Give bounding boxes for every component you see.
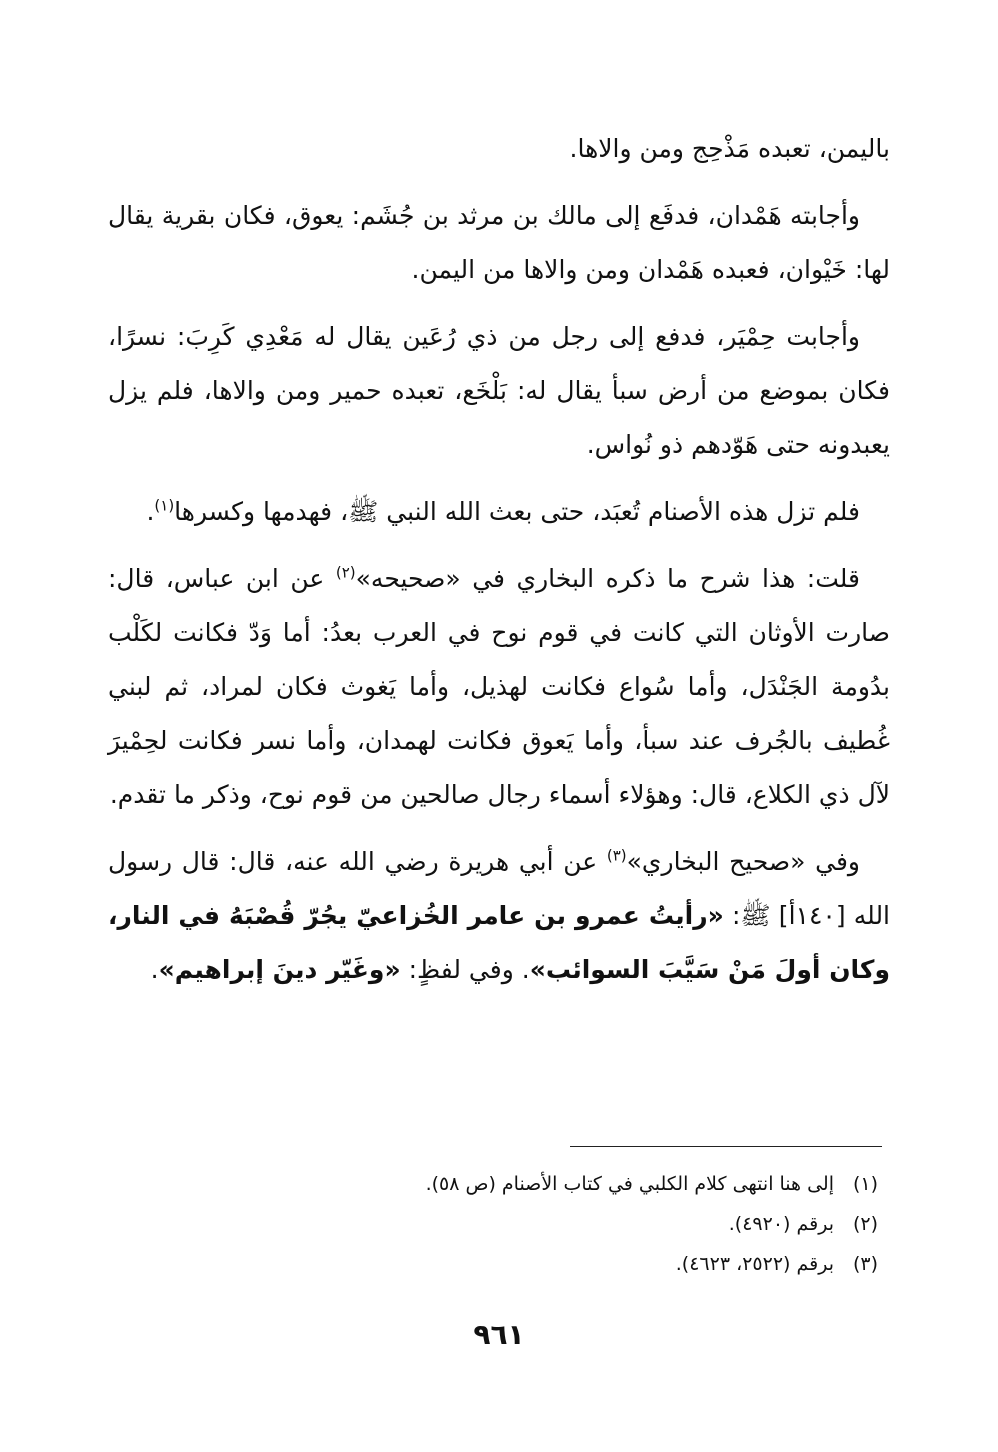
paragraph-text: قلت: هذا شرح ما ذكره البخاري في «صحيحه» xyxy=(355,564,860,593)
footnote-3 xyxy=(108,1244,878,1284)
footnote-number: (٣) xyxy=(852,1253,878,1275)
paragraph-text-end: عن ابن عباس، قال: صارت الأوثان التي كانت في قوم نوح في العرب بعدُ: أما وَدّ فكانت لكَلْب بدُومة الجَنْدَل، وأما سُواع فكانت لهذيل، وأما يَغوث فكان لمراد، ثم لبني غُطيف بالجُرف عند سبأ، وأما يَعوق فكانت لهمدان، وأما نسر فكانت لحِمْيرَ لآل ذي الكلاع، قال: وهؤلاء أسماء رجال صالحين من قوم نوح، وذكر ما تقدم. xyxy=(108,564,890,809)
footnote-text: إلى هنا انتهى كلام الكلبي في كتاب الأصنام (ص ٥٨). xyxy=(425,1173,834,1195)
paragraph-text-tail: . وفي لفظٍ: xyxy=(400,955,530,984)
footnote-divider xyxy=(570,1146,882,1147)
paragraph-text: باليمن، تعبده مَذْحِج ومن والاها. xyxy=(569,134,890,163)
paragraph-text: فلم تزل هذه الأصنام تُعبَد، حتى بعث الله النبي ﷺ، فهدمها وكسرها xyxy=(174,497,860,526)
footnote-text: برقم (٤٩٢٠). xyxy=(728,1213,834,1235)
paragraph-1 xyxy=(108,122,890,176)
page-number: ٩٦١ xyxy=(473,1318,525,1351)
paragraph-text-mid: عن أبي هريرة رضي الله عنه، قال: قال رسول الله [١٤٠أ] ﷺ: xyxy=(108,847,891,930)
paragraph-text: وفي «صحيح البخاري» xyxy=(626,847,860,876)
paragraph-text-end: . xyxy=(150,955,159,984)
paragraph-text: وأجابته هَمْدان، فدفَع إلى مالك بن مرثد بن جُشَم: يعوق، فكان بقرية يقال لها: خَيْوان، فعبده هَمْدان ومن والاها من اليمن. xyxy=(108,201,890,284)
paragraph-text: وأجابت حِمْيَر، فدفع إلى رجل من ذي رُعَين يقال له مَعْدِي كَرِبَ: نسرًا، فكان بموضع من أرض سبأ يقال له: بَلْخَع، تعبده حمير ومن والاها، فلم يزل يعبدونه حتى هَوّدهم ذو نُواس. xyxy=(108,322,890,459)
paragraph-6 xyxy=(108,835,890,997)
footnote-text: برقم (٢٥٢٢، ٤٦٢٣). xyxy=(675,1253,834,1275)
footnotes xyxy=(108,1164,878,1284)
paragraph-text-end: . xyxy=(146,497,155,526)
hadith-quote: «رأيتُ عمرو بن عامر الخُزاعيّ يجُرّ قُصْبَهُ في النار، وكان أولَ مَنْ سَيَّبَ السوائب» xyxy=(108,901,890,984)
footnote-1 xyxy=(108,1164,878,1204)
paragraph-3 xyxy=(108,310,890,472)
footnote-ref-2[interactable]: (٢) xyxy=(335,563,356,582)
footnote-2 xyxy=(108,1204,878,1244)
footnote-number: (١) xyxy=(852,1173,878,1195)
footnote-ref-3[interactable]: (٣) xyxy=(606,846,627,865)
footnote-number: (٢) xyxy=(852,1213,878,1235)
paragraph-4 xyxy=(108,485,890,539)
paragraph-5 xyxy=(108,552,890,822)
paragraph-2 xyxy=(108,189,890,297)
hadith-quote-alt: «وغَيّر دينَ إبراهيم» xyxy=(158,955,401,984)
footnote-ref-1[interactable]: (١) xyxy=(154,496,175,515)
page-body xyxy=(108,122,890,1010)
